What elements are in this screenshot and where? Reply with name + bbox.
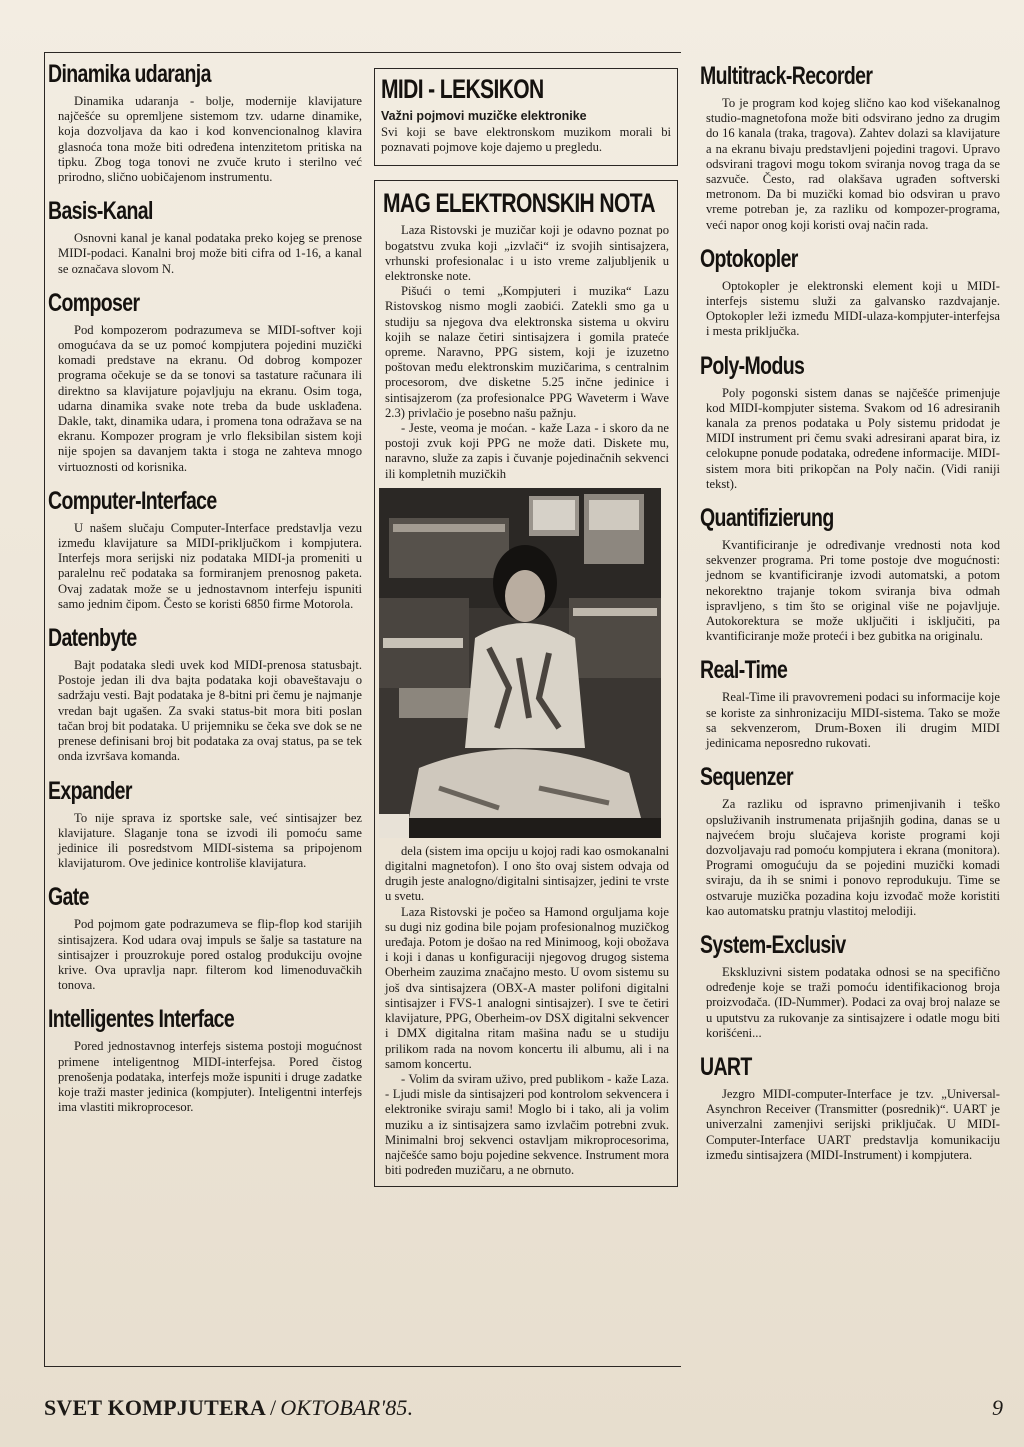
section-body: Real-Time ili pravovremeni podaci su informacije koje se koriste za sinhronizaciju MIDI-sistema. Tako se može sa sekvenzerom, Drum-Boxen ili drugim MIDI jedinicama neposredno rukovati. <box>706 690 1000 751</box>
article-paragraph: Laza Ristovski je počeo sa Hamond orguljama koje su dugi niz godina bile pojam profesionalnog muzičkog uređaja. Potom je došao na red Minimoog, koji obožava i koji i danas u konfiguraciji njegovog drugog sistema Oberheim zauzima značajno mesto. U ovom sistemu su još dva sintisajzera (OBX-A master polifoni digitalni sintisajzer i FVS-1 analogni sintisajzer). I sve te četiri klavijature, PPG, Oberheim-ov DSX digitalni sekvencer i DMX digitalna ritam mašina nađu se u studiju prilikom rada na novom koncertu ili albumu, ali i na samom koncertu. <box>385 904 669 1071</box>
section-quantifizierung <box>700 504 1000 644</box>
page-number: 9 <box>992 1395 1003 1420</box>
section-body: Bajt podataka sledi uvek kod MIDI-prenosa statusbajt. Postoje jedan ili dva bajta podataka koji obaveštavaju o sadržaju vesti. Bajt podataka je 8-bitni pri čemu je najmanje vredan bajt ugašen. Za svaki status-bit mora biti poslan tačan broj bit podataka. U prijemniku se čeka sve dok se ne prenese definisani broj bit podataka za ovaj status, pa se tek onda izvršava komanda. <box>58 658 362 764</box>
section-body: Za razliku od ispravno primenjivanih i teško opsluživanih instrumenata prijašnjih godina, danas se u najvećem broju slučajeva koriste programi koji dozvoljavaju rad pomoću kompjutera i ekrana (monitora). Programi omogućuju da se pojedini muzički komadi sviraju, da ih se snimi i ponovo reprodukuju. Time se ostvaruje muzička pozadina koju izvođač može koristiti kao automatsku pratnju vlastitoj melodiji. <box>706 797 1000 918</box>
mag-article-box <box>374 180 678 1187</box>
section-heading: Gate <box>48 883 89 912</box>
section-heading: Real-Time <box>700 656 788 685</box>
section-multitrack-recorder <box>700 62 1000 233</box>
article-paragraph: Laza Ristovski je muzičar koji je odavno poznat po bogatstvu zvuka koji „izvlači“ iz svojih sintisajzera, vrhunski profesionalac i u isto vreme zaljubljenik u elektronske note. <box>385 223 669 284</box>
section-body: To je program kod kojeg slično kao kod višekanalnog studio-magnetofona može biti odsvirano jedno za drugim do 16 kanala (traka, tragova). Zahtev dolazi sa klavijature a na ekranu bivaju predstavljeni pojedini tragovi. Upravo odsvirani tragovi mogu tokom sviranja novog traga da se sazvuče. Često, rad olakšava ugrađen softverski metronom. Da bi muzički komad bio odsviran u pravo vreme potreban je, za razliku od kompozer-programa, veći napor onog koji koristi ovaj način rada. <box>706 96 1000 232</box>
section-body: Pored jednostavnog interfejs sistema postoji mogućnost primene inteligentnog MIDI-interfejsa. Pored čistog prenošenja podataka, interfejs može ispuniti i druge zadatke koje traži master jedinica (kompjuter). Inteligentni interfejs ima vlastiti mikroprocesor. <box>58 1039 362 1115</box>
section-poly-modus <box>700 352 1000 492</box>
midi-box-subtitle: Važni pojmovi muzičke elektronike <box>381 109 587 123</box>
photo-image <box>379 488 661 838</box>
mag-article-text-before <box>383 223 669 481</box>
section-heading: Datenbyte <box>48 624 137 653</box>
section-optokopler <box>700 245 1000 340</box>
section-body: Osnovni kanal je kanal podataka preko kojeg se prenose MIDI-podaci. Kanalni broj može biti cifra od 1-16, a kanal se označava slovom N. <box>58 231 362 276</box>
right-column <box>700 62 1000 1175</box>
section-body: U našem slučaju Computer-Interface predstavlja vezu između klavijature sa MIDI-priključkom i kompjutera. Interfejs mora serijski niz podataka MIDI-ja promeniti u paralelnu reč podataka sa formiranjem prenosnog paketa. Ovaj zadatak može se u jednostavnom interfeju ispuniti samo jednim čipom. Često se koristi 6850 firme Motorola. <box>58 520 362 611</box>
section-heading: Computer-Interface <box>48 486 217 515</box>
section-intelligentes-interface <box>48 1005 362 1115</box>
section-gate <box>48 883 362 993</box>
section-heading: UART <box>700 1052 752 1081</box>
article-paragraph: Pišući o temi „Kompjuteri i muzika“ Lazu Ristovskog nismo mogli zaobići. Zatekli smo ga u studiju sa njegova dva elektronska sistema u okviru kojih se nalaze četiri sintisajzera i gomila prateće opreme. Naravno, PPG sistem, koji je izuzetno poštovan među elektronskim muzičarima, s centralnim procesorom, dve disketne 5.25 inčne jedinice i sintisajzerom (za profesionalce PPG Waveterm i Wave 2.3) privlačio je posebno našu pažnju. <box>385 284 669 420</box>
midi-box-title: MIDI - LEKSIKON <box>381 74 544 104</box>
section-body: Ekskluzivni sistem podataka odnosi se na specifično određenje koje se traži pomoću identifikacionog broja proizvođača. (ID-Nummer). Podaci za ovaj broj nalaze se u uputstvu za rukovanje za sintisajzere i odatle mogu biti korišćeni... <box>706 964 1000 1040</box>
section-heading: Optokopler <box>700 244 798 273</box>
section-body: Pod kompozerom podrazumeva se MIDI-softver koji omogućava da se uz pomoć kompjutera pojedini muzički komadi predstave na ekranu. Od dobrog kompozer programa očekuje se da se tonovi sa tastature računara ili direktno sa klavijature pojavljuju na ekranu. Osim toga, udarna dinamika svake note treba da bude usklađena. Dakle, takt, dinamika udara, i promena tona odražava se na ekranu. Kompozer program je vrlo fleksibilan sistem koji nije spojen sa davanjem takta i stoga ne zahteva mnogo virtuoznosti od korisnika. <box>58 322 362 474</box>
section-basis-kanal <box>48 197 362 277</box>
middle-column <box>374 68 678 1187</box>
section-uart <box>700 1053 1000 1163</box>
section-heading: Expander <box>48 776 132 805</box>
issue-date: OKTOBAR'85. <box>280 1395 414 1420</box>
left-column <box>48 60 362 1127</box>
section-sequenzer <box>700 763 1000 919</box>
section-body: Kvantificiranje je određivanje vrednosti nota kod sekvenzer programa. Pri tome postoje dve mogućnosti: jednom se kvantificiranje izvodi automatski, a potom nekorektno trajanje tokom sviranja biva odmah ispravljeno, s tim što se original više ne pojavljuje. Autokorektura se može uključiti i isključiti, pa kvantificiranje može proteći i bez gubitka na originalu. <box>706 538 1000 644</box>
midi-box-text: Svi koji se bave elektronskom muzikom morali bi poznavati pojmove koje dajemo u pregledu. <box>381 125 671 155</box>
section-heading: Sequenzer <box>700 763 794 792</box>
section-heading: Composer <box>48 288 140 317</box>
section-system-exclusiv <box>700 931 1000 1041</box>
section-expander <box>48 777 362 872</box>
section-composer <box>48 289 362 475</box>
section-real-time <box>700 656 1000 751</box>
section-heading: Basis-Kanal <box>48 197 153 226</box>
mag-article-title: MAG ELEKTRONSKIH NOTA <box>383 188 655 219</box>
section-heading: Quantifizierung <box>700 504 834 533</box>
section-heading: Intelligentes Interface <box>48 1005 235 1034</box>
article-paragraph: dela (sistem ima opciju u kojoj radi kao osmokanalni digitalni magnetofon). I ono što ovaj sistem odvaja od drugih jeste analogno/digitalni sintisajzer, jedini te vrste u svetu. <box>385 843 669 904</box>
section-computer-interface <box>48 487 362 612</box>
section-body: Poly pogonski sistem danas se najčešće primenjuje kod MIDI-kompjuter sistema. Svakom od 16 adresiranih kanala za prenos podataka u Poly sistemu pridodat je MIDI instrument pri čemu svaki adresirani aparat bira, iz celokupne ponude podataka, određene informacije. MIDI-sistem mora biti prikopčan na Poly način. (Vidi raniji tekst). <box>706 385 1000 491</box>
footer-magazine-title <box>44 1395 413 1421</box>
section-heading: System-Exclusiv <box>700 930 846 959</box>
article-paragraph: - Jeste, veoma je moćan. - kaže Laza - i skoro da ne postoji zvuk koji PPG ne može dati. Diskete mu, naravno, služe za zapis i čuvanje pojedinačnih sekvenci ili kompletnih muzičkih <box>385 421 669 481</box>
midi-leksikon-box <box>374 68 678 166</box>
section-body: Dinamika udaranja - bolje, modernije klavijature najčešće su opremljene sistemom tzv. udarne dinamike, koja dozvoljava da kao i kod konvencionalnog klavira glasnoća tona može biti određena intenzitetom pritiska na tipku. Zbog toga tonovi ne zvuče kruto i sterilno već prirodno, slično uobičajenom instrumentu. <box>58 94 362 185</box>
mag-article-text-after <box>383 844 669 1178</box>
footer-separator: / <box>270 1395 277 1420</box>
section-heading: Dinamika udaranja <box>48 60 211 88</box>
section-body: To nije sprava iz sportske sale, već sintisajzer bez klavijature. Slaganje tona se izvodi ili pomoću same jedinice ili posredstvom MIDI-sistema sa pripojenom klavijaturom. Ove jedinice kontroliše klavijatura. <box>58 810 362 871</box>
section-body: Optokopler je elektronski element koji u MIDI-interfejs sistemu služi za galvansko razdvajanje. Optokopler leži između MIDI-ulaza-kompjuter-interfejsa i mesta priključka. <box>706 278 1000 339</box>
section-body: Pod pojmom gate podrazumeva se flip-flop kod starijih sintisajzera. Kod udara ovaj impuls se šalje sa tastature na sintisajzer i prouzrokuje pored ostalog produkciju ovojne krive. Ova upravlja napr. filterom kod limenoduvačkih tonova. <box>58 917 362 993</box>
magazine-name: SVET KOMPJUTERA <box>44 1395 267 1420</box>
article-paragraph: - Volim da sviram uživo, pred publikom - kaže Laza. - Ljudi misle da sintisajzeri pod kontrolom sekvencera i elektronike sviraju sami! Moglo bi i tako, ali ja volim muziku a iz sintisajzera samo izvlačim potrebni zvuk. Minimalni broj sekvenci ostavljam mikroprocesorima, najčešće samo boju pojedine sekvence. Instrument mora biti podređen muzičaru, a ne obrnuto. <box>385 1071 669 1178</box>
photo-musician-studio <box>379 488 661 838</box>
section-heading: Multitrack-Recorder <box>700 62 873 90</box>
section-body: Jezgro MIDI-computer-Interface je tzv. „Universal-Asynchron Receiver (Transmitter (posrednik)“. UART je univerzalni zamenjivi serijski priključak. U MIDI-Computer-Interface UART predstavlja komunikaciju između sintisajzera (MIDI-Instrument) i kompjutera. <box>706 1086 1000 1162</box>
section-heading: Poly-Modus <box>700 351 805 380</box>
section-datenbyte <box>48 624 362 764</box>
section-dinamika-udaranja <box>48 60 362 185</box>
